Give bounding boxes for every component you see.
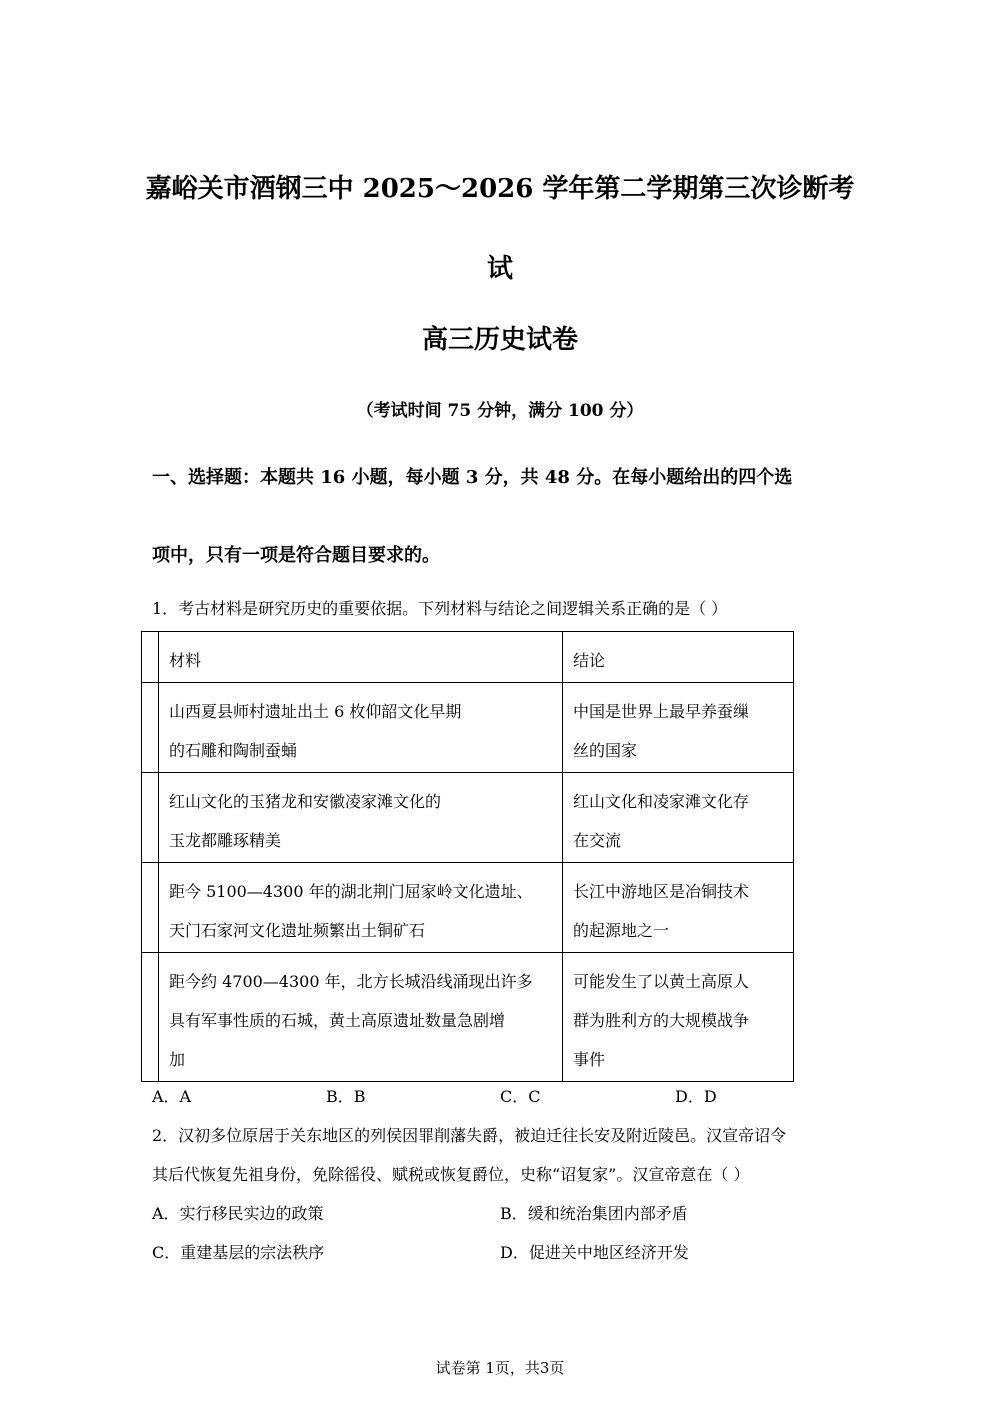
q1-table [141, 631, 794, 1082]
q1-option-b: B．B [326, 1087, 366, 1106]
material-line: 天门石家河文化遗址频繁出土铜矿石 [169, 921, 426, 940]
q1-option-c: C．C [500, 1087, 541, 1106]
q2-option-c: C．重建基层的宗法秩序 [152, 1243, 325, 1262]
table-row [142, 953, 794, 1082]
material-cell [159, 863, 563, 953]
material-line: 玉龙都雕琢精美 [169, 831, 282, 850]
table-row [142, 863, 794, 953]
page-footer: 试卷第 1页，共3页 [435, 1359, 565, 1377]
material-line: 山西夏县师村遗址出土 6 枚仰韶文化早期 [169, 702, 462, 721]
exam-title-line1: 嘉峪关市酒钢三中 2025～2026 学年第二学期第三次诊断考 [145, 174, 855, 204]
q2-stem-line1: 2．汉初多位原居于关东地区的列侯因罪削藩失爵，被迫迁往长安及附近陵邑。汉宣帝诏令 [152, 1126, 787, 1145]
material-line: 具有军事性质的石城，黄土高原遗址数量急剧增 [169, 1011, 506, 1030]
q1-stem: 1．考古材料是研究历史的重要依据。下列材料与结论之间逻辑关系正确的是（ ） [152, 599, 728, 618]
table-header-row [142, 632, 794, 683]
table-header-material: 材料 [159, 632, 563, 683]
material-line: 距今约 4700—4300 年，北方长城沿线涌现出许多 [169, 972, 533, 991]
exam-time-note: （考试时间 75 分钟，满分 100 分） [356, 401, 644, 421]
material-line: 红山文化的玉猪龙和安徽凌家滩文化的 [169, 792, 442, 811]
section1-line2: 项中，只有一项是符合题目要求的。 [152, 545, 440, 566]
q2-option-b: B．缓和统治集团内部矛盾 [500, 1204, 688, 1223]
conclusion-line: 丝的国家 [573, 741, 638, 760]
material-cell [159, 773, 563, 863]
q2-option-a: A．实行移民实边的政策 [152, 1204, 324, 1223]
exam-title-line2: 试 [486, 254, 513, 284]
conclusion-line: 在交流 [573, 831, 622, 850]
table-row [142, 683, 794, 773]
exam-subtitle: 高三历史试卷 [421, 325, 578, 355]
conclusion-line: 红山文化和凌家滩文化存 [573, 792, 750, 811]
material-line: 距今 5100—4300 年的湖北荆门屈家岭文化遗址、 [169, 882, 533, 901]
conclusion-cell [563, 863, 794, 953]
table-header-conclusion: 结论 [563, 632, 794, 683]
conclusion-line: 长江中游地区是冶铜技术 [573, 882, 750, 901]
material-line: 加 [169, 1050, 186, 1069]
conclusion-cell [563, 683, 794, 773]
conclusion-line: 群为胜利方的大规模战争 [573, 1011, 750, 1030]
conclusion-line: 可能发生了以黄土高原人 [573, 972, 750, 991]
conclusion-line: 中国是世界上最早养蚕缫 [573, 702, 750, 721]
q2-option-d: D．促进关中地区经济开发 [500, 1243, 689, 1262]
material-cell [159, 953, 563, 1082]
q1-option-d: D．D [675, 1087, 717, 1106]
conclusion-cell [563, 773, 794, 863]
conclusion-cell [563, 953, 794, 1082]
material-line: 的石雕和陶制蚕蛹 [169, 741, 298, 760]
section1-line1: 一、选择题：本题共 16 小题，每小题 3 分，共 48 分。在每小题给出的四个选 [152, 467, 793, 488]
material-cell [159, 683, 563, 773]
table-row [142, 773, 794, 863]
conclusion-line: 的起源地之一 [573, 921, 670, 940]
q1-option-a: A．A [152, 1087, 192, 1106]
conclusion-line: 事件 [573, 1050, 606, 1069]
q2-stem-line2: 其后代恢复先祖身份，免除徭役、赋税或恢复爵位，史称“诏复家”。汉宣帝意在（ ） [152, 1165, 750, 1184]
